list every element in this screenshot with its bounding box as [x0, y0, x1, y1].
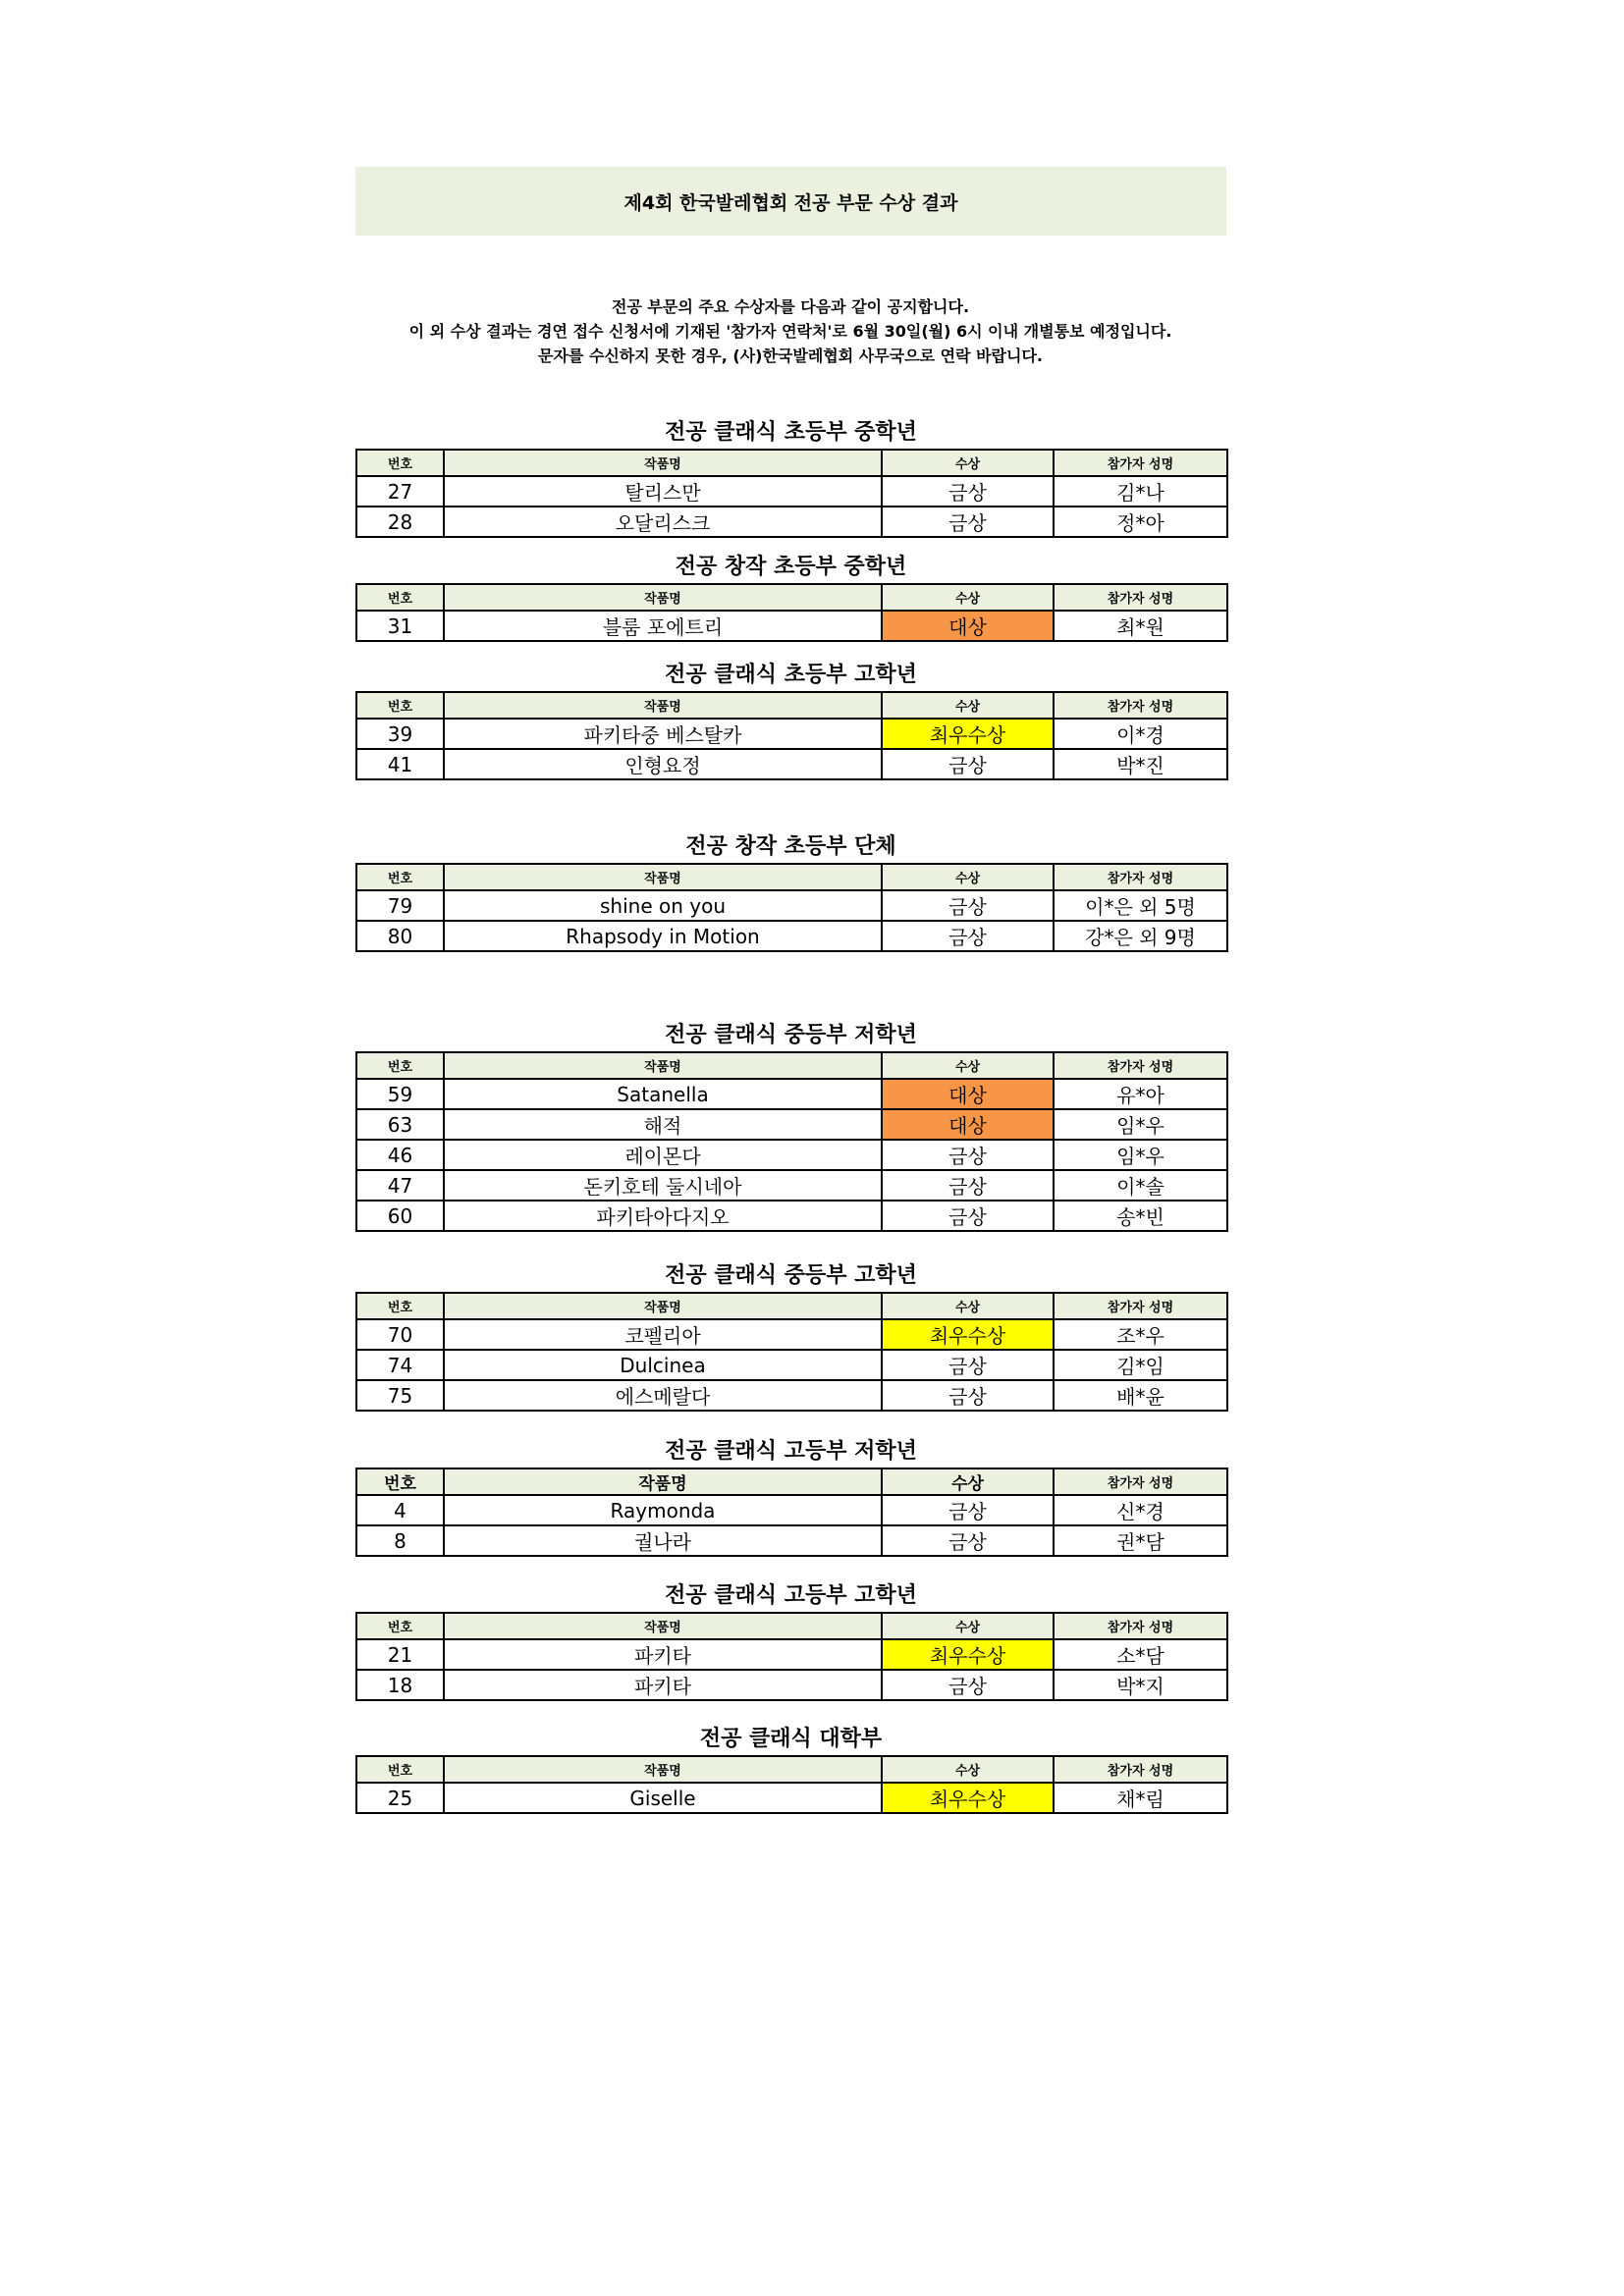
cell-award: 최우수상	[882, 1319, 1054, 1350]
cell-name: 김*나	[1054, 476, 1227, 507]
cell-no: 47	[356, 1170, 444, 1201]
header-no: 번호	[356, 1468, 444, 1495]
header-name: 참가자 성명	[1054, 450, 1227, 476]
header-no: 번호	[356, 1756, 444, 1783]
table-row	[356, 749, 1227, 779]
cell-work: 탈리스만	[444, 476, 882, 507]
header-award: 수상	[882, 1756, 1054, 1783]
results-section	[355, 831, 1226, 952]
table-row	[356, 1639, 1227, 1670]
cell-award: 최우수상	[882, 719, 1054, 749]
results-section	[355, 1436, 1226, 1557]
cell-name: 유*아	[1054, 1079, 1227, 1109]
section-title: 전공 클래식 중등부 고학년	[665, 1263, 917, 1288]
cell-name: 박*지	[1054, 1670, 1227, 1700]
results-table	[355, 863, 1228, 952]
cell-work: 파키타아다지오	[444, 1201, 882, 1231]
cell-work: 블룸 포에트리	[444, 611, 882, 641]
header-name: 참가자 성명	[1054, 1756, 1227, 1783]
cell-work: 에스메랄다	[444, 1380, 882, 1411]
table-row	[356, 719, 1227, 749]
cell-award: 최우수상	[882, 1639, 1054, 1670]
notice-line: 이 외 수상 결과는 경연 접수 신청서에 기재된 '참가자 연락처'로 6월 30일(월) 6시 이내 개별통보 예정입니다.	[408, 322, 1172, 341]
header-work: 작품명	[444, 584, 882, 611]
cell-award: 금상	[882, 1670, 1054, 1700]
results-table	[355, 691, 1228, 780]
cell-work: 돈키호테 둘시네아	[444, 1170, 882, 1201]
cell-work: 파키타	[444, 1639, 882, 1670]
results-table	[355, 1051, 1228, 1232]
table-row	[356, 1140, 1227, 1170]
cell-name: 소*담	[1054, 1639, 1227, 1670]
cell-award: 대상	[882, 611, 1054, 641]
table-header	[356, 692, 1227, 719]
cell-award: 금상	[882, 1170, 1054, 1201]
table-row	[356, 1525, 1227, 1556]
table-row	[356, 1495, 1227, 1525]
cell-work: 레이몬다	[444, 1140, 882, 1170]
results-section	[355, 1260, 1226, 1412]
header-name: 참가자 성명	[1054, 692, 1227, 719]
header-no: 번호	[356, 692, 444, 719]
header-work: 작품명	[444, 1468, 882, 1495]
table-header	[356, 1756, 1227, 1783]
cell-no: 18	[356, 1670, 444, 1700]
cell-award: 금상	[882, 890, 1054, 921]
cell-award: 금상	[882, 1201, 1054, 1231]
header-award: 수상	[882, 450, 1054, 476]
header-award: 수상	[882, 584, 1054, 611]
table-row	[356, 921, 1227, 951]
cell-work: Giselle	[444, 1783, 882, 1813]
cell-work: 해적	[444, 1109, 882, 1140]
table-header	[356, 864, 1227, 890]
cell-award: 금상	[882, 921, 1054, 951]
section-title: 전공 창작 초등부 중학년	[675, 555, 907, 579]
results-section	[355, 1580, 1226, 1701]
results-table	[355, 1612, 1228, 1701]
cell-no: 80	[356, 921, 444, 951]
header-name: 참가자 성명	[1054, 1052, 1227, 1079]
section-title: 전공 클래식 대학부	[699, 1727, 883, 1751]
results-table	[355, 583, 1228, 642]
page-title: 제4회 한국발레협회 전공 부문 수상 결과	[623, 191, 958, 214]
cell-work: 파키타중 베스탈카	[444, 719, 882, 749]
header-work: 작품명	[444, 1293, 882, 1319]
notice-line: 전공 부문의 주요 수상자를 다음과 같이 공지합니다.	[611, 297, 970, 316]
results-section	[355, 660, 1226, 780]
header-work: 작품명	[444, 1756, 882, 1783]
table-header	[356, 1613, 1227, 1639]
section-title: 전공 클래식 중등부 저학년	[665, 1023, 917, 1047]
header-work: 작품명	[444, 450, 882, 476]
cell-no: 74	[356, 1350, 444, 1380]
header-name: 참가자 성명	[1054, 1293, 1227, 1319]
table-header	[356, 450, 1227, 476]
header-no: 번호	[356, 1293, 444, 1319]
cell-name: 권*담	[1054, 1525, 1227, 1556]
cell-no: 21	[356, 1639, 444, 1670]
cell-work: shine on you	[444, 890, 882, 921]
table-row	[356, 476, 1227, 507]
header-no: 번호	[356, 864, 444, 890]
cell-work: Satanella	[444, 1079, 882, 1109]
title-box	[355, 167, 1226, 236]
cell-work: Raymonda	[444, 1495, 882, 1525]
table-header	[356, 1468, 1227, 1495]
table-row	[356, 1201, 1227, 1231]
section-title: 전공 클래식 초등부 고학년	[665, 663, 917, 687]
cell-work: Dulcinea	[444, 1350, 882, 1380]
header-no: 번호	[356, 1613, 444, 1639]
table-row	[356, 1109, 1227, 1140]
table-row	[356, 1170, 1227, 1201]
table-header	[356, 584, 1227, 611]
header-name: 참가자 성명	[1054, 864, 1227, 890]
header-name: 참가자 성명	[1054, 584, 1227, 611]
table-row	[356, 890, 1227, 921]
cell-no: 75	[356, 1380, 444, 1411]
cell-name: 신*경	[1054, 1495, 1227, 1525]
cell-no: 4	[356, 1495, 444, 1525]
cell-award: 금상	[882, 1525, 1054, 1556]
cell-work: 인형요정	[444, 749, 882, 779]
cell-award: 금상	[882, 1380, 1054, 1411]
header-work: 작품명	[444, 864, 882, 890]
cell-work: 코펠리아	[444, 1319, 882, 1350]
table-header	[356, 1052, 1227, 1079]
cell-award: 금상	[882, 749, 1054, 779]
cell-no: 63	[356, 1109, 444, 1140]
cell-work: 파키타	[444, 1670, 882, 1700]
cell-no: 60	[356, 1201, 444, 1231]
table-row	[356, 1783, 1227, 1813]
cell-no: 25	[356, 1783, 444, 1813]
cell-no: 8	[356, 1525, 444, 1556]
header-award: 수상	[882, 864, 1054, 890]
cell-no: 46	[356, 1140, 444, 1170]
cell-name: 강*은 외 9명	[1054, 921, 1227, 951]
cell-award: 최우수상	[882, 1783, 1054, 1813]
section-title: 전공 클래식 고등부 저학년	[665, 1439, 917, 1464]
header-name: 참가자 성명	[1054, 1613, 1227, 1639]
header-award: 수상	[882, 692, 1054, 719]
results-section	[355, 552, 1226, 642]
cell-no: 70	[356, 1319, 444, 1350]
notice	[295, 294, 1286, 368]
table-row	[356, 1350, 1227, 1380]
header-no: 번호	[356, 1052, 444, 1079]
header-work: 작품명	[444, 1052, 882, 1079]
section-title: 전공 창작 초등부 단체	[685, 834, 896, 859]
results-section	[355, 417, 1226, 538]
cell-no: 27	[356, 476, 444, 507]
cell-award: 금상	[882, 507, 1054, 537]
cell-no: 28	[356, 507, 444, 537]
results-section	[355, 1724, 1226, 1814]
cell-award: 대상	[882, 1079, 1054, 1109]
cell-no: 59	[356, 1079, 444, 1109]
cell-no: 31	[356, 611, 444, 641]
cell-work: Rhapsody in Motion	[444, 921, 882, 951]
cell-name: 박*진	[1054, 749, 1227, 779]
table-row	[356, 1380, 1227, 1411]
table-row	[356, 611, 1227, 641]
header-award: 수상	[882, 1293, 1054, 1319]
notice-line: 문자를 수신하지 못한 경우, (사)한국발레협회 사무국으로 연락 바랍니다.	[538, 347, 1043, 365]
header-work: 작품명	[444, 692, 882, 719]
section-title: 전공 클래식 고등부 고학년	[665, 1583, 917, 1608]
cell-award: 금상	[882, 1495, 1054, 1525]
header-no: 번호	[356, 450, 444, 476]
cell-name: 정*아	[1054, 507, 1227, 537]
results-section	[355, 1020, 1226, 1232]
cell-no: 79	[356, 890, 444, 921]
cell-name: 최*원	[1054, 611, 1227, 641]
table-row	[356, 1079, 1227, 1109]
section-title: 전공 클래식 초등부 중학년	[665, 420, 917, 445]
cell-name: 조*우	[1054, 1319, 1227, 1350]
table-row	[356, 1670, 1227, 1700]
cell-name: 이*은 외 5명	[1054, 890, 1227, 921]
cell-name: 임*우	[1054, 1109, 1227, 1140]
cell-award: 대상	[882, 1109, 1054, 1140]
cell-award: 금상	[882, 1350, 1054, 1380]
cell-name: 송*빈	[1054, 1201, 1227, 1231]
cell-name: 배*윤	[1054, 1380, 1227, 1411]
cell-no: 39	[356, 719, 444, 749]
results-table	[355, 1292, 1228, 1412]
table-row	[356, 507, 1227, 537]
results-table	[355, 449, 1228, 538]
header-no: 번호	[356, 584, 444, 611]
cell-award: 금상	[882, 476, 1054, 507]
cell-work: 오달리스크	[444, 507, 882, 537]
cell-name: 채*림	[1054, 1783, 1227, 1813]
cell-name: 이*경	[1054, 719, 1227, 749]
cell-award: 금상	[882, 1140, 1054, 1170]
header-work: 작품명	[444, 1613, 882, 1639]
header-award: 수상	[882, 1613, 1054, 1639]
results-table	[355, 1755, 1228, 1814]
header-award: 수상	[882, 1468, 1054, 1495]
table-header	[356, 1293, 1227, 1319]
cell-name: 임*우	[1054, 1140, 1227, 1170]
header-award: 수상	[882, 1052, 1054, 1079]
cell-name: 김*임	[1054, 1350, 1227, 1380]
results-table	[355, 1468, 1228, 1557]
cell-work: 궐나라	[444, 1525, 882, 1556]
cell-name: 이*솔	[1054, 1170, 1227, 1201]
table-row	[356, 1319, 1227, 1350]
cell-no: 41	[356, 749, 444, 779]
header-name: 참가자 성명	[1054, 1468, 1227, 1495]
